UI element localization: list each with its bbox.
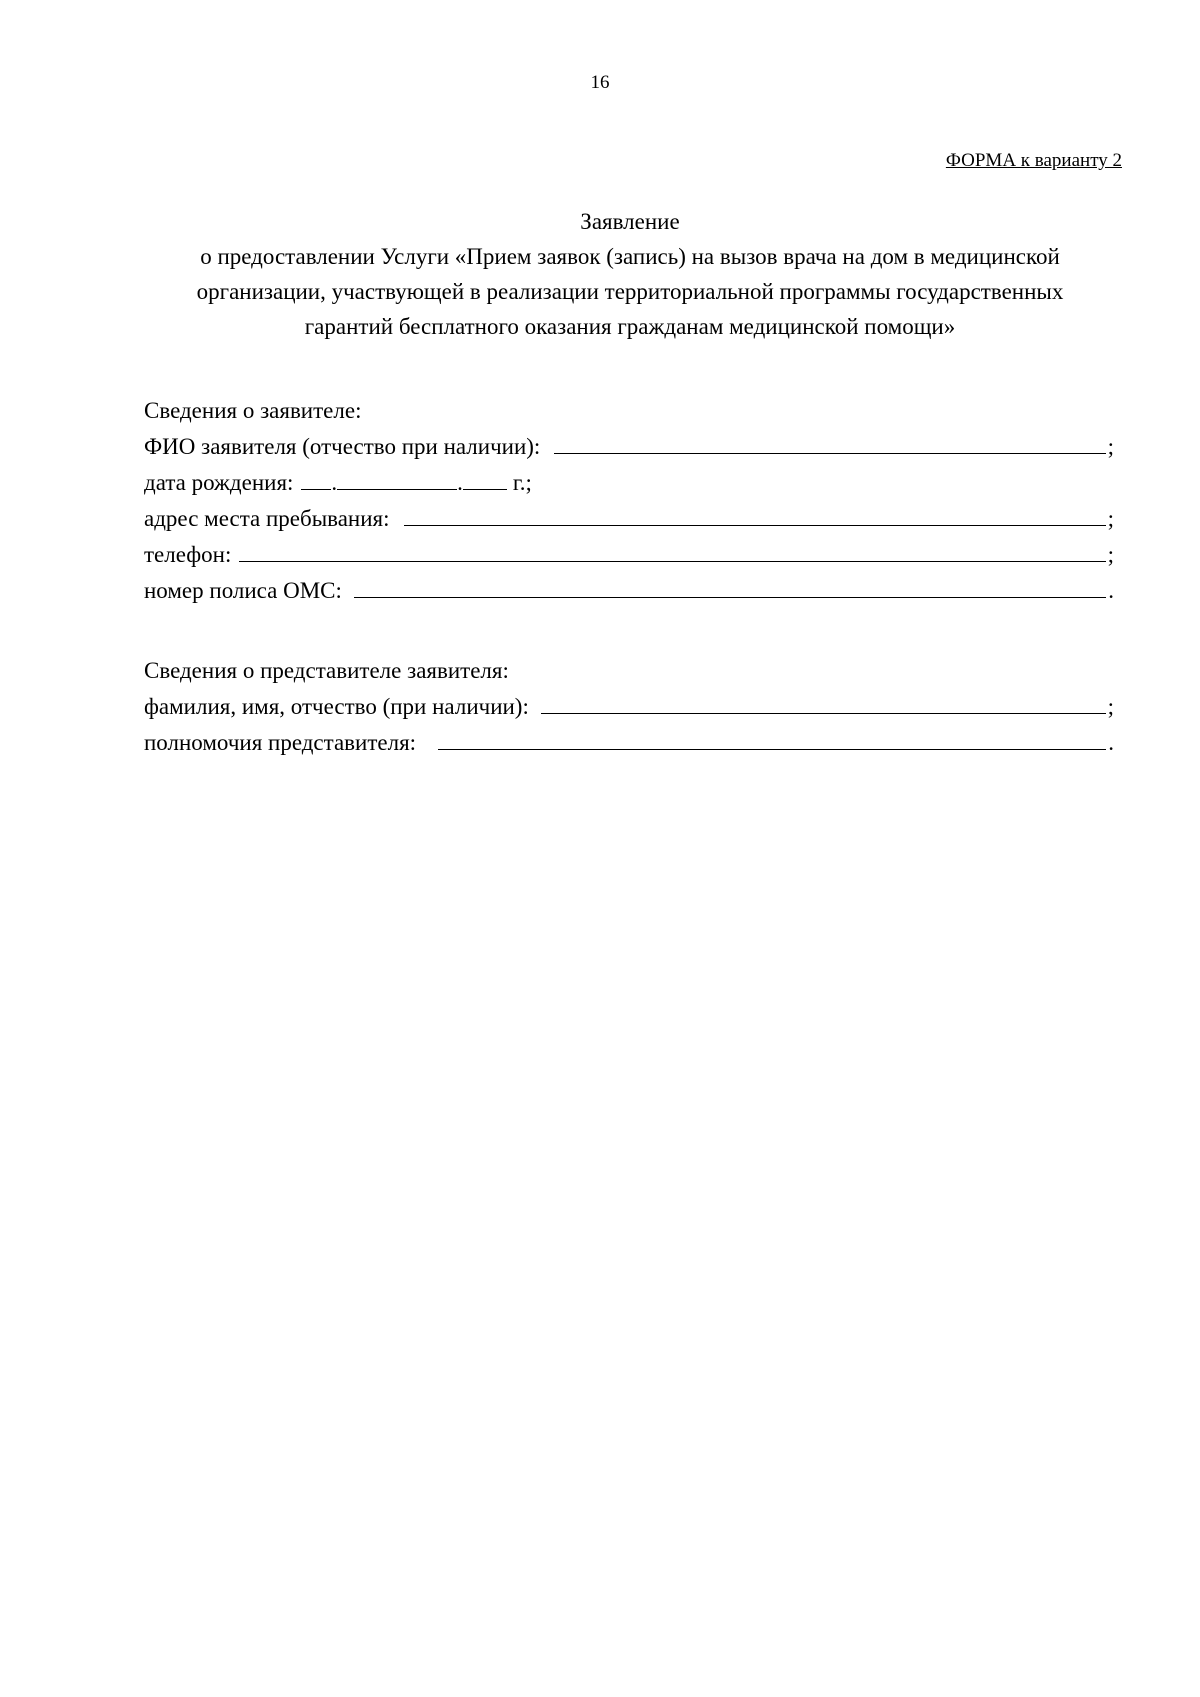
rep-authority-label: полномочия представителя: xyxy=(144,730,417,755)
address-field[interactable] xyxy=(404,524,1106,526)
title-line-1: о предоставлении Услуги «Прием заявок (запись) на вызов врача на дом в медицинской xyxy=(200,244,1060,269)
address-row xyxy=(144,496,1114,532)
oms-label: номер полиса ОМС: xyxy=(144,578,342,603)
applicant-heading: Сведения о заявителе: xyxy=(144,398,362,423)
rep-name-end: ; xyxy=(1107,694,1114,719)
rep-name-label: фамилия, имя, отчество (при наличии): xyxy=(144,694,529,719)
dob-month-field[interactable] xyxy=(337,488,457,490)
oms-field[interactable] xyxy=(354,596,1106,598)
form-reference: ФОРМА к варианту 2 xyxy=(945,150,1122,171)
dob-row xyxy=(144,460,1114,496)
address-end: ; xyxy=(1107,506,1114,531)
rep-authority-field[interactable] xyxy=(438,748,1106,750)
phone-row xyxy=(144,532,1114,568)
phone-label: телефон: xyxy=(144,542,232,567)
page-number: 16 xyxy=(590,72,610,93)
oms-end: . xyxy=(1108,578,1114,603)
phone-end: ; xyxy=(1107,542,1114,567)
title-line-2: организации, участвующей в реализации территориальной программы государственных xyxy=(196,279,1064,304)
fio-label: ФИО заявителя (отчество при наличии): xyxy=(144,434,541,459)
phone-field[interactable] xyxy=(239,560,1105,562)
representative-section xyxy=(144,648,1114,756)
rep-authority-row xyxy=(144,720,1114,756)
dob-sep-2: . xyxy=(457,470,463,495)
rep-name-row xyxy=(144,684,1114,720)
rep-authority-end: . xyxy=(1108,730,1114,755)
dob-suffix: г.; xyxy=(512,470,532,495)
dob-day-field[interactable] xyxy=(301,488,331,490)
fio-end: ; xyxy=(1107,434,1114,459)
title-line-3: гарантий бесплатного оказания гражданам медицинской помощи» xyxy=(304,314,956,339)
document-title xyxy=(130,204,1130,344)
oms-row xyxy=(144,568,1114,604)
title-heading: Заявление xyxy=(580,209,680,234)
dob-label: дата рождения: xyxy=(144,470,294,495)
applicant-section xyxy=(144,388,1114,604)
representative-heading: Сведения о представителе заявителя: xyxy=(144,658,509,683)
dob-sep-1: . xyxy=(331,470,338,495)
fio-row xyxy=(144,424,1114,460)
dob-year-field[interactable] xyxy=(463,488,507,490)
rep-name-field[interactable] xyxy=(541,712,1106,714)
address-label: адрес места пребывания: xyxy=(144,506,390,531)
fio-field[interactable] xyxy=(554,452,1105,454)
